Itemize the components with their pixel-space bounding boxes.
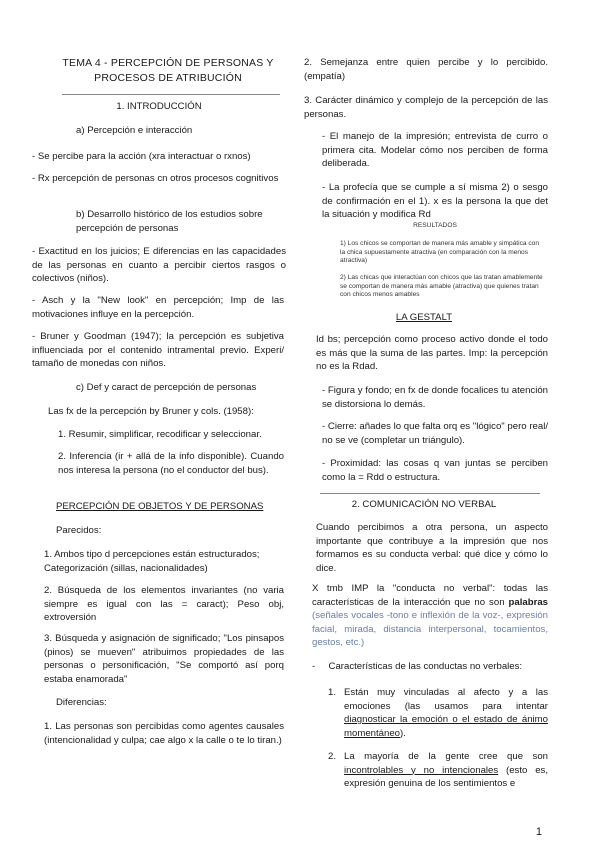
text-part: (esto es, expresión genuina de los sentimientos e xyxy=(344,764,548,789)
page-number: 1 xyxy=(535,826,542,838)
paragraph: Parecidos: xyxy=(56,525,102,536)
bullet-text: - Asch y la "New look" en percepción; Imp de las motivaciones influye en la percepción. xyxy=(32,295,284,320)
text-part: La mayoría de la gente cree que son xyxy=(344,751,548,762)
title-divider xyxy=(62,94,280,95)
blue-text: (señales vocales -tono e inflexión de la voz-, expresión facial, mirada, distancia interpersonal, tocamientos, gestos, etc.) xyxy=(312,610,548,648)
subheading-c: c) Def y caract de percepción de personas xyxy=(76,382,257,393)
underlined-text: diagnosticar la emoción o el estado de ánimo momentáneo xyxy=(344,714,548,739)
bullet-text: - Exactitud en los juicios; E diferencias en las capacidades de las personas en cuanto a percibir ciertos rasgos o colectivos (niños). xyxy=(32,246,286,284)
text-part: Están muy vinculadas al afecto y a las emociones (las usamos para intentar xyxy=(344,687,548,712)
paragraph: Id bs; percepción como proceso activo donde el todo es más que la suma de las partes. Imp: la percepción no es la Rdad. xyxy=(316,334,548,372)
bullet-text: - Rx percepción de personas cn otros procesos cognitivos xyxy=(32,173,279,184)
numbered-item: 3. Búsqueda y asignación de significado; "Los pinsapos (pinos) se mueven" atribuimos propiedades de las personas o personificación, "Se comportó así porq estaba enamorada" xyxy=(44,633,284,685)
numbered-item: 2. Búsqueda de los elementos invariantes (no varia siempre es igual con las = caract); Peso obj, extroversión xyxy=(44,585,284,623)
bullet-text xyxy=(312,660,548,674)
results-item: 1) Los chicos se comportan de manera más amable y simpática con la chica supuestamente atractiva (en comparación con la menos atractiva) xyxy=(340,240,540,264)
subsection-heading: LA GESTALT xyxy=(395,312,453,323)
bullet-text: - La profecía que se cumple a sí misma 2) o sesgo de confirmación en el 1). x es la persona la que det la situación y modifica Rd xyxy=(322,182,548,220)
list-number: 2. xyxy=(328,751,337,762)
results-item: 2) Las chicas que interactúan con chicos que las tratan amablemente se comportan de manera más amable (atractiva) que quienes tratan con chicos menos amables xyxy=(340,274,543,298)
numbered-item xyxy=(344,686,548,740)
bullet-text xyxy=(312,582,548,650)
bold-text: palabras xyxy=(508,596,548,608)
numbered-item: 2. Inferencia (ir + allá de la info disponible). Cuando nos interesa la persona (no el conductor del bus). xyxy=(58,451,284,476)
bullet-text: - El manejo de la impresión; entrevista de curro o primera cita. Modelar cómo nos perciben de forma deliberada. xyxy=(322,131,548,169)
bullet-text: - Cierre: añades lo que falta orq es "lógico" pero real/ no se ve (completar un triángulo). xyxy=(322,421,548,446)
numbered-item: 1. Las personas son percibidas como agentes causales (intencionalidad y culpa; cae algo x la calle o te lo tiran.) xyxy=(44,721,284,746)
bullet-text: - Bruner y Goodman (1947); la percepción es subjetiva influenciada por el contenido intramental previo. Experi/ tamaño de monedas con niños. xyxy=(32,331,284,369)
bullet-text-part: Características de las conductas no verbales: xyxy=(328,661,523,672)
bullet-text-part: X tmb IMP la "conducta no verbal": todas las características de la interacción que no son xyxy=(312,583,548,608)
bullet-text: - Proximidad: las cosas q van juntas se perciben como la = Rdd o estructura. xyxy=(322,458,548,483)
text-part: ). xyxy=(400,727,406,739)
paragraph: Cuando percibimos a otra persona, un aspecto importante que contribuye a la impresión que nos formamos es su conducta verbal: qué dice y cómo lo dice. xyxy=(316,522,548,574)
dash-marker: - xyxy=(312,661,329,672)
bullet-text: - Figura y fondo; en fx de donde focalices tu atención se distorsiona lo demás. xyxy=(322,385,548,410)
paragraph: Las fx de la percepción by Bruner y cols. (1958): xyxy=(48,406,254,417)
numbered-item xyxy=(344,750,548,791)
numbered-item: 1. Ambos tipo d percepciones están estructurados; Categorización (sillas, nacionalidades) xyxy=(44,549,260,574)
underlined-text: incontrolables y no intencionales xyxy=(344,764,499,776)
section-divider xyxy=(320,493,540,494)
results-heading: RESULTADOS xyxy=(413,222,457,229)
list-number: 1. xyxy=(328,687,337,698)
document-title: TEMA 4 - PERCEPCIÓN DE PERSONAS Y PROCESOS DE ATRIBUCIÓN xyxy=(62,57,274,84)
subheading-a: a) Percepción e interacción xyxy=(76,125,193,136)
numbered-item: 2. Semejanza entre quien percibe y lo percibido. (empatía) xyxy=(304,57,548,82)
subsection-heading: PERCEPCIÓN DE OBJETOS Y DE PERSONAS xyxy=(56,501,264,512)
section-heading-introduccion: 1. INTRODUCCIÓN xyxy=(116,101,202,112)
subheading-b: b) Desarrollo histórico de los estudios sobre percepción de personas xyxy=(76,209,263,234)
section-heading-comunicacion: 2. COMUNICACIÓN NO VERBAL xyxy=(351,499,497,510)
numbered-item: 1. Resumir, simplificar, recodificar y seleccionar. xyxy=(58,429,262,440)
numbered-item: 3. Carácter dinámico y complejo de la percepción de las personas. xyxy=(304,95,548,120)
paragraph: Diferencias: xyxy=(56,697,107,708)
bullet-text: - Se percibe para la acción (xra interactuar o rxnos) xyxy=(32,151,251,162)
